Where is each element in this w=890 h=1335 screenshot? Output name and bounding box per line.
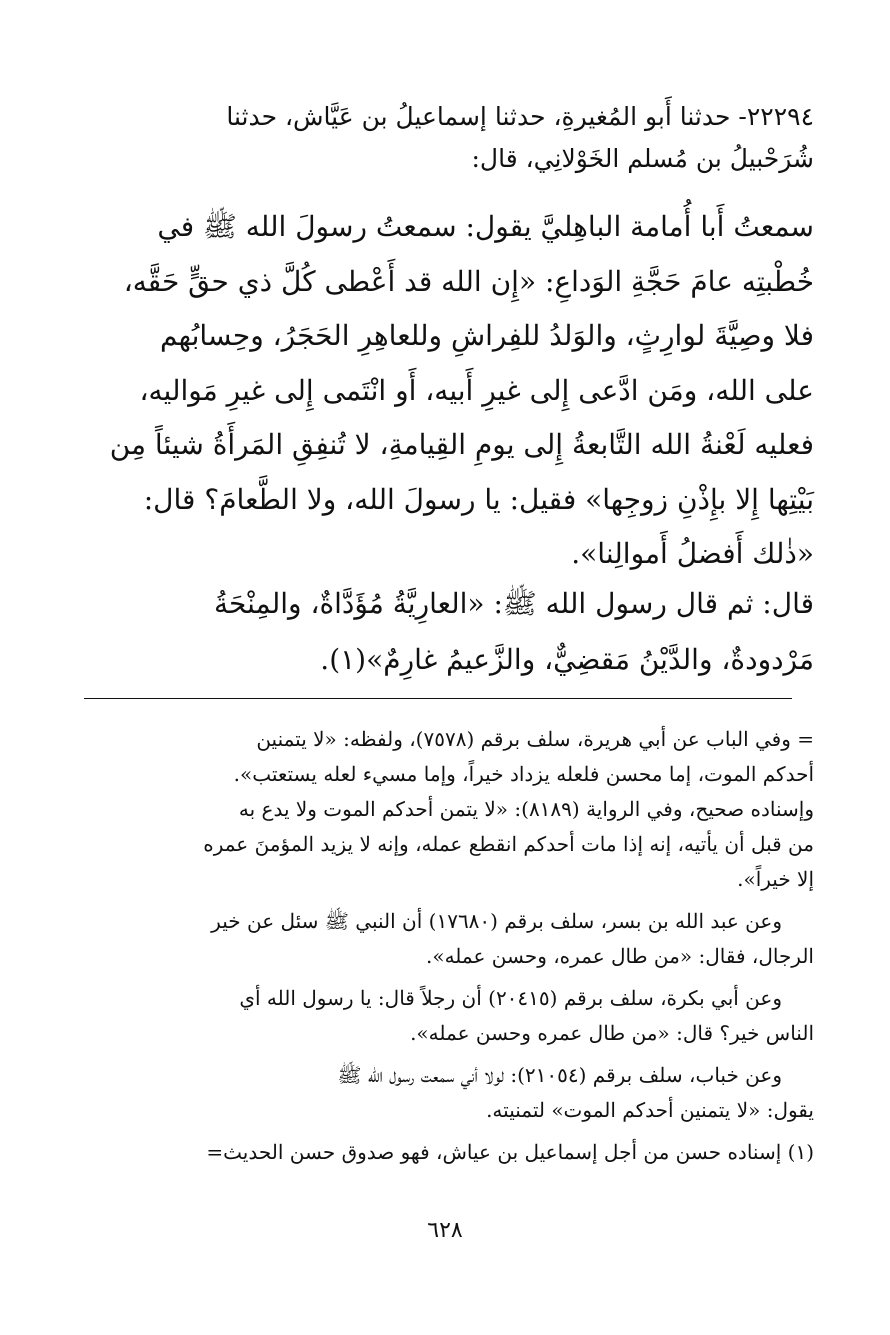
page-number: ٦٢٨	[427, 1218, 463, 1243]
footnote-line: الناس خير؟ قال: «من طال عمره وحسن عمله».	[410, 1021, 814, 1045]
isnad-line: ٢٢٢٩٤- حدثنا أَبو المُغيرةِ، حدثنا إسماعيلُ بن عَيَّاش، حدثنا	[226, 102, 814, 131]
hadith-line: سمعتُ أَبا أُمامة الباهِليَّ يقول: سمعتُ رسولَ الله ﷺ في	[157, 210, 814, 243]
footnote-line: = وفي الباب عن أبي هريرة، سلف برقم (٧٥٧٨)، ولفظه: «لا يتمنين	[256, 727, 814, 751]
footnote-line: من قبل أن يأتيه، إنه إذا مات أحدكم انقطع عمله، وإنه لا يزيد المؤمنَ عمره	[203, 832, 814, 856]
footnote-paragraph	[84, 981, 814, 1051]
hadith-line: خُطْبتِه عامَ حَجَّةِ الوَداعِ: «إِن الله قد أَعْطى كُلَّ ذي حقٍّ حَقَّه،	[123, 264, 814, 298]
footnote-line: وعن أبي بكرة، سلف برقم (٢٠٤١٥) أن رجلاً قال: يا رسول الله أي	[239, 986, 782, 1010]
hadith-line: مَرْدودةٌ، والدَّيْنُ مَقضِيٌّ، والزَّعيمُ غارِمٌ»(١).	[320, 643, 814, 676]
hadith-line: قال: ثم قال رسول الله ﷺ: «العارِيَّةُ مُؤَدَّاةٌ، والمِنْحَةُ	[213, 587, 814, 620]
footnotes	[84, 722, 814, 1177]
footnote-line: وإسناده صحيح، وفي الرواية (٨١٨٩): «لا يتمن أحدكم الموت ولا يدع به	[238, 797, 814, 821]
footnote-line: الرجال، فقال: «من طال عمره، وحسن عمله».	[425, 944, 814, 968]
hadith-line: فلا وصِيَّةَ لوارِثٍ، والوَلدُ للفِراشِ وللعاهِرِ الحَجَرُ، وحِسابُهم	[160, 319, 814, 352]
isnad-line: شُرَحْبيلُ بن مُسلم الخَوْلانِي، قال:	[471, 144, 814, 173]
hadith-second-paragraph	[84, 576, 814, 688]
footnote-line: إلا خيراً».	[737, 867, 814, 891]
footnote-paragraph	[84, 722, 814, 897]
footnote-line: وعن عبد الله بن بسر، سلف برقم (١٧٦٨٠) أن النبي ﷺ سئل عن خير	[211, 909, 782, 933]
hadith-isnad	[84, 96, 814, 180]
hadith-text	[84, 200, 814, 582]
footnote-paragraph	[84, 1058, 814, 1128]
footnote-paragraph	[84, 1135, 814, 1170]
hadith-line: بَيْتِها إِلا بإِذْنِ زوجِها» فقيل: يا رسولَ الله، ولا الطَّعامَ؟ قال:	[143, 482, 814, 516]
footnote-line: وعن خباب، سلف برقم (٢١٠٥٤): لولا أني سمعت رسول الله ﷺ	[337, 1063, 782, 1087]
footnote-line: (١) إسناده حسن من أجل إسماعيل بن عياش، فهو صدوق حسن الحديث=	[206, 1140, 814, 1164]
footnote-paragraph	[84, 904, 814, 974]
hadith-line: على الله، ومَن ادَّعى إِلى غيرِ أَبيه، أَو انْتَمى إِلى غيرِ مَواليه،	[139, 373, 814, 407]
footnote-line: أحدكم الموت، إما محسن فلعله يزداد خيراً، وإما مسيء لعله يستعتب».	[233, 762, 814, 786]
footnote-line: يقول: «لا يتمنين أحدكم الموت» لتمنيته.	[486, 1098, 814, 1122]
hadith-line: فعليه لَعْنةُ الله التَّابعةُ إِلى يومِ القِيامةِ، لا تُنفِقِ المَرأَةُ شيئاً مِن	[109, 428, 814, 461]
hadith-line: «ذٰلك أَفضلُ أَموالِنا».	[571, 537, 814, 570]
footnote-separator	[84, 698, 792, 699]
